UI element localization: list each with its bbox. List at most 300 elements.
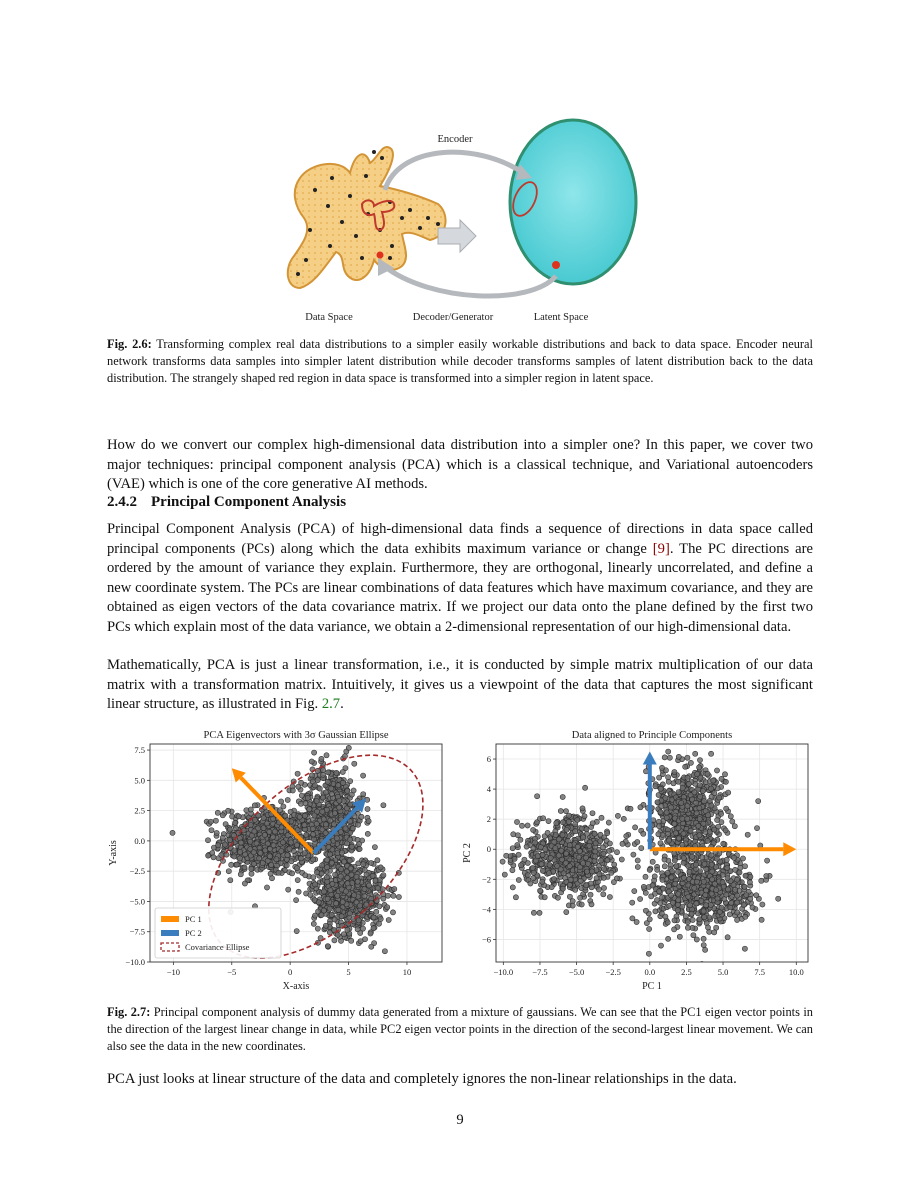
data-point [676,790,681,795]
data-point [702,861,707,866]
data-point [722,772,727,777]
data-point [516,877,521,882]
data-point [519,823,524,828]
data-point [659,804,664,809]
y-tick-label: −7.5 [129,926,145,937]
data-point [624,834,629,839]
data-point [732,824,737,829]
data-point [560,886,565,891]
data-point [657,775,662,780]
y-axis-label: PC 2 [462,843,473,863]
data-point [566,819,571,824]
data-point [714,768,719,773]
data-point [242,865,247,870]
data-point [311,921,316,926]
data-point [500,859,505,864]
data-point [730,819,735,824]
data-point [635,858,640,863]
data-point [340,780,345,785]
chart-title: Data aligned to Principle Components [571,730,733,741]
data-point [338,874,343,879]
data-point [298,856,303,861]
data-point [559,848,564,853]
data-point [701,936,706,941]
data-point [666,775,671,780]
data-point [660,895,665,900]
data-point [267,829,272,834]
data-point [635,839,640,844]
data-point [664,810,669,815]
y-tick-label: 4 [486,784,491,795]
data-point [681,855,686,860]
data-point [531,910,536,915]
data-point [515,842,520,847]
data-point [634,919,639,924]
data-point [726,790,731,795]
data-point [547,862,552,867]
data-point [681,831,686,836]
data-point [587,843,592,848]
data-point [740,856,745,861]
y-tick-label: −10.0 [125,957,145,967]
y-tick-label: 2 [486,814,491,825]
data-point [549,885,554,890]
data-point [279,848,284,853]
data-point [343,826,348,831]
data-point [715,817,720,822]
data-point [252,829,257,834]
data-point [665,831,670,836]
data-point [261,826,266,831]
data-point [352,761,357,766]
data-point [332,811,337,816]
data-point [609,870,614,875]
data-point [319,756,324,761]
data-point [592,831,597,836]
data-point [570,903,575,908]
data-point [705,813,710,818]
data-point [708,902,713,907]
data-point [288,840,293,845]
data-point [580,861,585,866]
pc-aligned-chart [460,726,816,994]
paragraph-pca-2 [107,656,813,715]
data-point [735,900,740,905]
data-point [332,938,337,943]
data-point [738,865,743,870]
data-point [733,887,738,892]
data-point [355,879,360,884]
data-point [602,866,607,871]
data-point [575,844,580,849]
data-point [665,920,670,925]
data-point [600,845,605,850]
data-point [665,870,670,875]
x-axis-label: X-axis [282,981,310,992]
data-point [320,795,325,800]
data-point [733,867,738,872]
data-point [666,936,671,941]
data-point [646,951,651,956]
data-point [279,799,284,804]
data-point [362,867,367,872]
data-point [719,905,724,910]
data-point [583,785,588,790]
data-point [685,925,690,930]
data-point [535,794,540,799]
data-point [321,817,326,822]
data-point [647,867,652,872]
legend-label: PC 1 [185,914,202,924]
data-point [366,883,371,888]
data-point [676,826,681,831]
data-point [365,806,370,811]
data-point [700,855,705,860]
data-point [233,826,238,831]
data-point [214,830,219,835]
data-point [372,845,377,850]
data-point [693,862,698,867]
data-point [721,841,726,846]
data-point [280,840,285,845]
data-point [257,856,262,861]
data-point [656,832,661,837]
data-point [633,825,638,830]
data-point [606,820,611,825]
data-point [341,932,346,937]
figure-2-7-caption [107,1004,813,1055]
data-point [708,786,713,791]
y-tick-label: 5.0 [134,775,145,786]
chart-title: PCA Eigenvectors with 3σ Gaussian Ellipse [203,730,389,741]
data-point [630,900,635,905]
data-point [269,876,274,881]
data-point [599,815,604,820]
data-point [243,852,248,857]
data-point [563,860,568,865]
data-point [764,873,769,878]
data-point [754,893,759,898]
data-point [386,917,391,922]
data-point [373,878,378,883]
data-point [673,831,678,836]
data-point [743,873,748,878]
data-point [229,862,234,867]
data-point [327,906,332,911]
data-point [639,846,644,851]
data-point [560,794,565,799]
data-point [320,809,325,814]
data-point [511,832,516,837]
data-point [672,918,677,923]
data-point [334,770,339,775]
section-title: Principal Component Analysis [151,494,347,510]
data-point [538,845,543,850]
data-point [596,887,601,892]
data-point [714,856,719,861]
data-point [205,838,210,843]
x-tick-label: 0.0 [644,967,656,977]
data-point [502,872,507,877]
data-point [554,821,559,826]
data-point [700,788,705,793]
data-point [675,902,680,907]
data-point [598,858,603,863]
data-point [542,895,547,900]
data-point [620,841,625,846]
data-point [615,813,620,818]
figure-2-7-caption-label: Fig. 2.7: [107,1005,151,1019]
data-point [355,927,360,932]
data-point [694,937,699,942]
data-point [349,872,354,877]
data-point [333,872,338,877]
latent-space-label: Latent Space [533,312,589,323]
data-point [672,927,677,932]
data-point [697,783,702,788]
data-point [348,802,353,807]
y-tick-label: −5.0 [129,896,145,907]
data-point [690,854,695,859]
data-point [252,803,257,808]
data-point [694,800,699,805]
data-point [703,892,708,897]
data-point [329,912,334,917]
pc-1-arrowhead [783,842,796,856]
data-point [589,902,594,907]
data-point [369,944,374,949]
data-point [530,865,535,870]
data-point [564,851,569,856]
data-point [701,909,706,914]
data-point [578,895,583,900]
x-tick-label: −7.5 [532,967,548,977]
data-point [254,841,259,846]
data-point [325,779,330,784]
data-point [294,843,299,848]
data-point [339,850,344,855]
data-point [258,850,263,855]
data-point [302,823,307,828]
data-point [675,908,680,913]
data-point [345,788,350,793]
citation-link[interactable]: [9] [652,540,670,557]
paragraph-pca-2-text-a: Mathematically, PCA is just a linear transformation, i.e., it is conducted by simple matrix multiplication of our data matrix with a transformation matrix. Intuitively, it gives us a viewpoint of the data that captures the most significant linear structure, as illustrated in Fig. [107,657,813,712]
data-point [348,837,353,842]
data-point [312,813,317,818]
data-point [709,891,714,896]
data-point [593,849,598,854]
data-point [358,939,363,944]
data-point [320,772,325,777]
data-point [669,893,674,898]
data-point [238,840,243,845]
data-point [672,821,677,826]
data-point [321,889,326,894]
data-point [376,921,381,926]
data-point [541,816,546,821]
data-point [302,813,307,818]
data-point [653,909,658,914]
data-point [701,879,706,884]
data-point [607,848,612,853]
data-point [743,914,748,919]
data-point [357,842,362,847]
data-point [329,860,334,865]
x-tick-label: 7.5 [754,967,765,977]
data-point [643,890,648,895]
data-point [315,778,320,783]
data-point [702,799,707,804]
data-point [671,781,676,786]
data-point [697,765,702,770]
data-point [676,754,681,759]
data-point [650,883,655,888]
data-point [551,876,556,881]
data-point [345,927,350,932]
data-point [691,933,696,938]
data-point [323,822,328,827]
data-point [271,816,276,821]
pca-eigenvectors-chart [100,726,450,994]
y-tick-label: 6 [486,754,491,765]
data-point [332,917,337,922]
data-point [325,896,330,901]
data-point [564,827,569,832]
data-point [567,882,572,887]
data-point [611,880,616,885]
data-point [343,889,348,894]
data-point [582,814,587,819]
paragraph-pca-1-text-b: . The PC directions are ordered by the amount of variance they explain. Furthermore, they are orthogonal, linearly uncorrelated, and define a new coordinate system. The PCs are linear combinations of data features which have maximum covariance, and they are obtained as eigen vectors of the data covariance matrix. If we project our data onto the plane defined by the first two PCs which explain most of the data variance, we obtain a 2-dimensional representation of our high-dimensional data. [107,540,813,635]
data-point [346,745,351,750]
data-point [584,869,589,874]
data-point [227,838,232,843]
data-point [349,938,354,943]
data-point [741,902,746,907]
data-point [704,888,709,893]
data-point [590,821,595,826]
data-space-red-point [377,252,384,259]
data-point [357,903,362,908]
data-point [326,845,331,850]
data-point [719,811,724,816]
data-point [692,885,697,890]
data-point [548,855,553,860]
data-point [315,926,320,931]
data-point [705,838,710,843]
data-point [360,926,365,931]
data-point [727,912,732,917]
data-point [765,858,770,863]
data-point [208,819,213,824]
data-point [263,848,268,853]
data-point [601,892,606,897]
data-point [285,853,290,858]
data-point [531,870,536,875]
data-point [513,895,518,900]
data-point [216,843,221,848]
data-point [270,835,275,840]
data-point [381,803,386,808]
paragraph-final: PCA just looks at linear structure of the data and completely ignores the non-linear relationships in the data. [107,1071,737,1087]
data-point [580,806,585,811]
data-point [694,879,699,884]
data-point [725,876,730,881]
data-point [371,926,376,931]
data-point [512,856,517,861]
data-point [368,931,373,936]
paragraph-pca-2-text-b: . [340,696,344,712]
data-point [311,875,316,880]
data-point [723,828,728,833]
x-tick-label: 10.0 [788,967,804,977]
data-point [308,892,313,897]
data-point [695,772,700,777]
data-point [697,806,702,811]
data-point [686,894,691,899]
data-point [545,830,550,835]
data-point [688,760,693,765]
figure-ref-link[interactable]: 2.7 [321,696,341,712]
data-point [272,829,277,834]
data-point [349,844,354,849]
data-point [680,785,685,790]
data-point [299,780,304,785]
data-point [277,808,282,813]
data-point [680,842,685,847]
data-point [607,841,612,846]
data-point [689,911,694,916]
data-point [759,917,764,922]
data-point [697,758,702,763]
data-point [667,755,672,760]
data-point [220,813,225,818]
data-point [227,827,232,832]
data-point [720,880,725,885]
x-tick-label: 5 [346,967,351,977]
data-point [735,917,740,922]
data-point [662,755,667,760]
data-point [289,859,294,864]
data-point [312,750,317,755]
data-point [510,868,515,873]
data-point [685,816,690,821]
data-point [731,883,736,888]
data-point [319,871,324,876]
data-point [546,871,551,876]
data-point [725,935,730,940]
data-point [710,869,715,874]
data-point [260,861,265,866]
data-point [377,904,382,909]
data-point [567,843,572,848]
data-point [348,779,353,784]
latent-space-red-point [552,261,560,269]
data-point [641,831,646,836]
data-point [660,877,665,882]
data-point [654,897,659,902]
legend-label: Covariance Ellipse [185,942,250,952]
data-point [206,853,211,858]
data-point [653,784,658,789]
data-point [563,809,568,814]
data-point [522,857,527,862]
pc-2-arrowhead [643,752,657,765]
data-point [666,838,671,843]
data-point [593,841,598,846]
data-point [652,874,657,879]
